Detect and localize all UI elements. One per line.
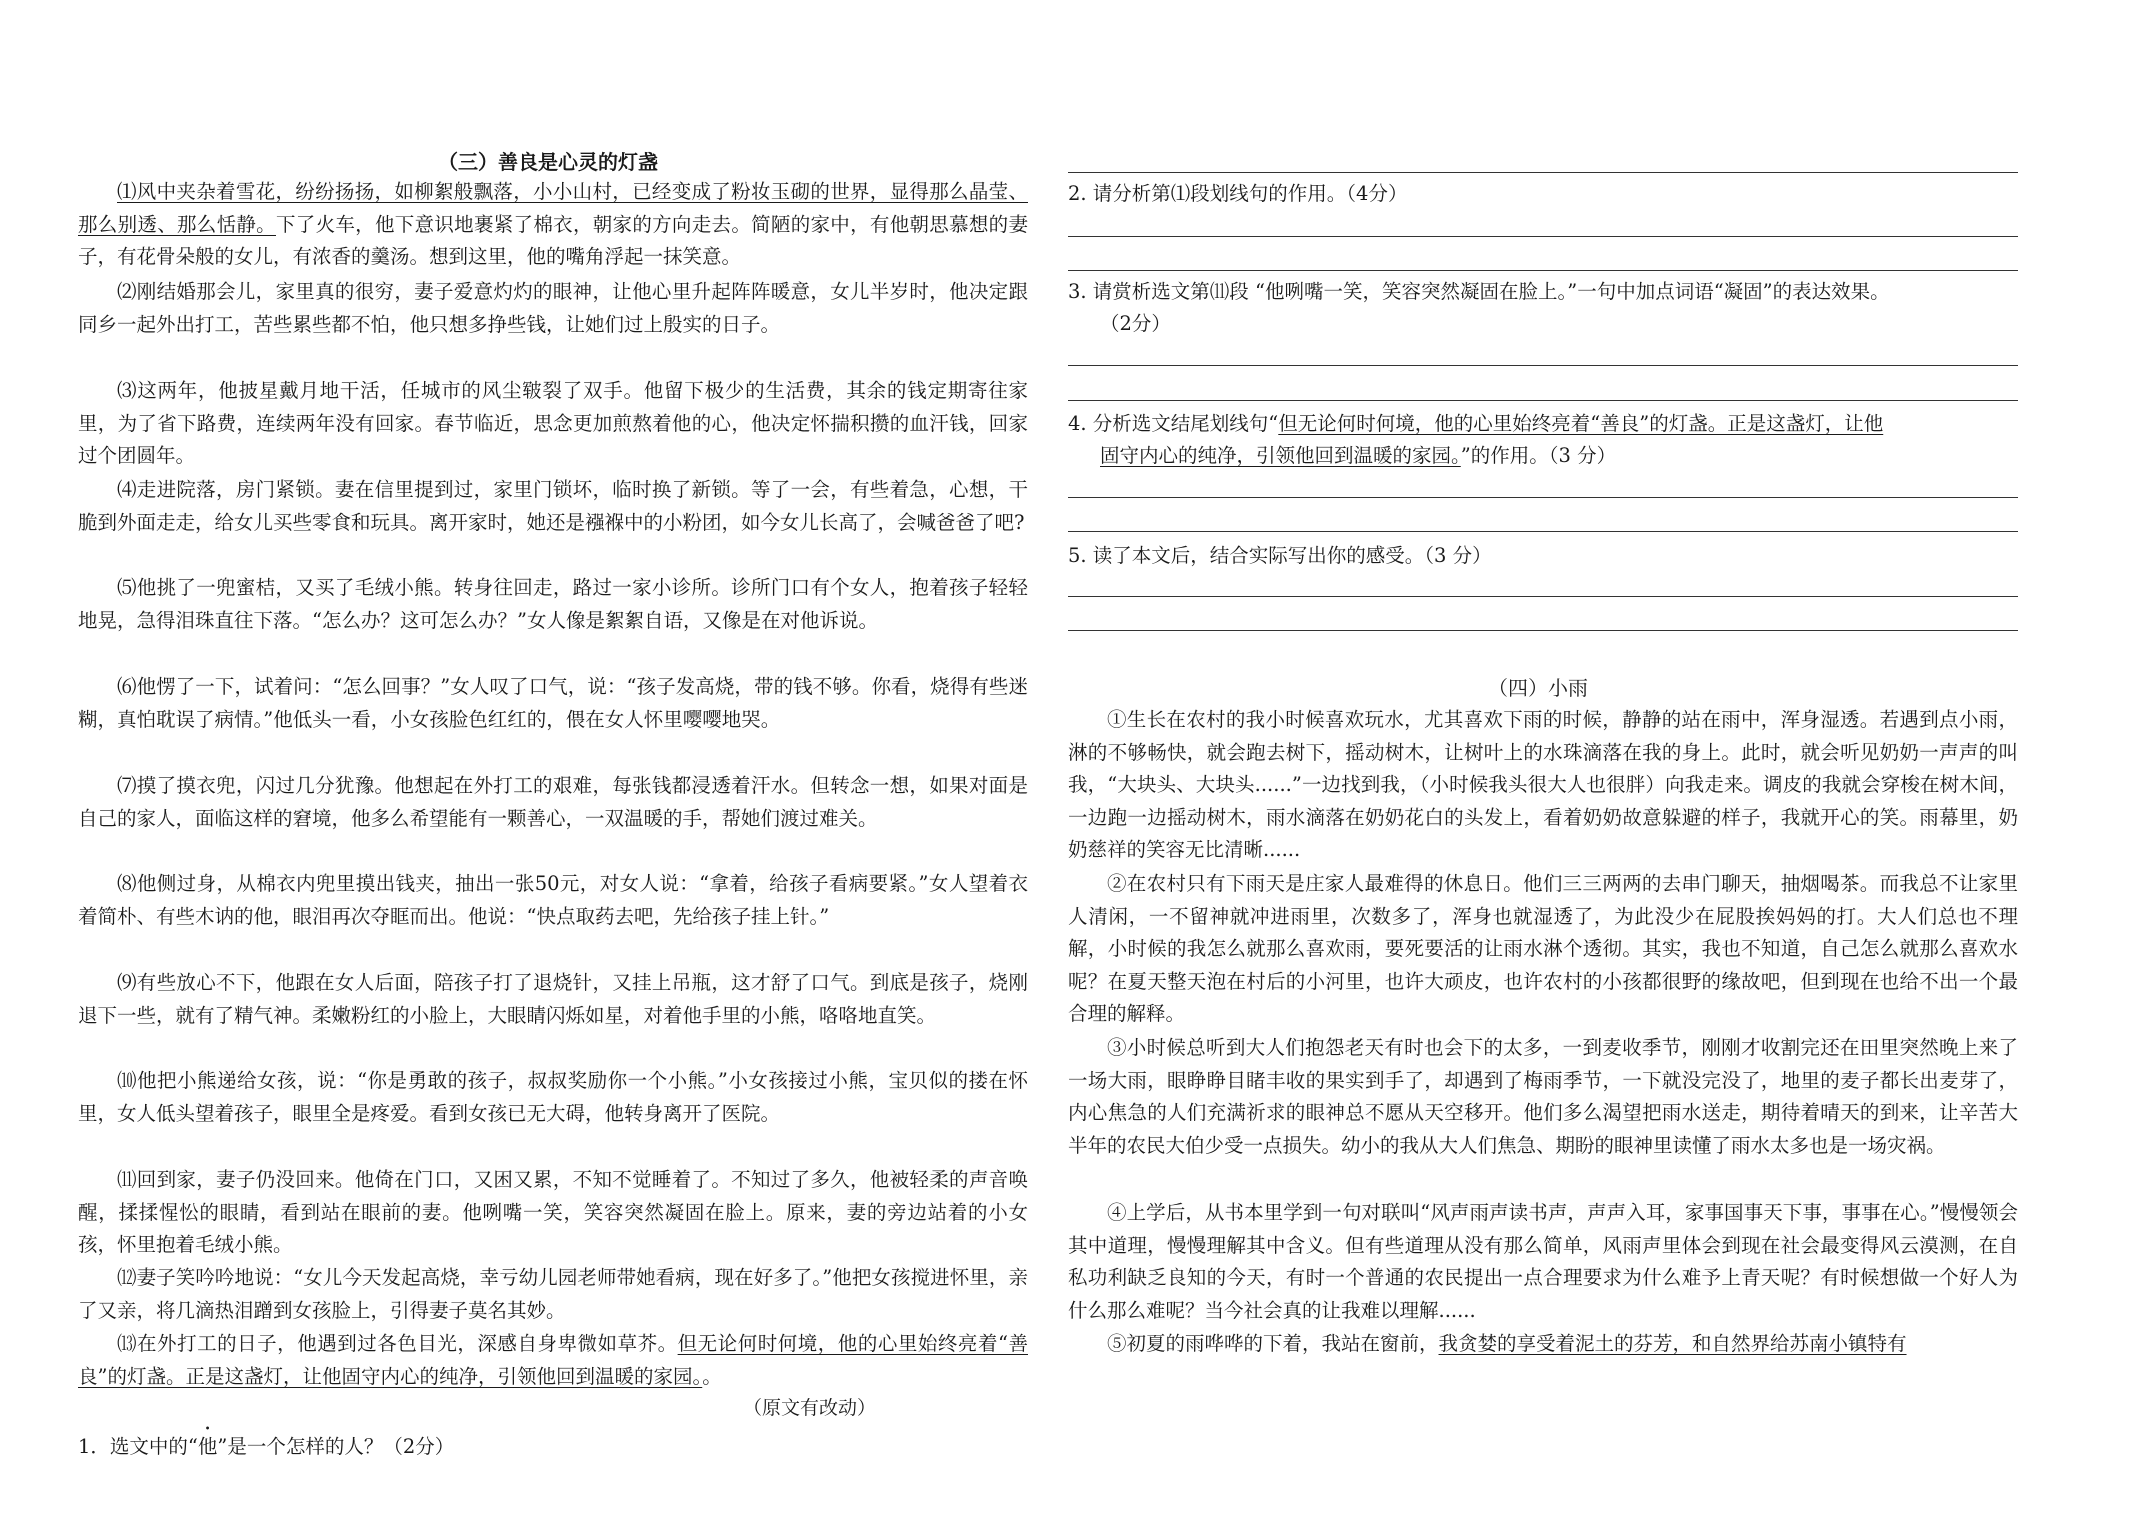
source-note: （原文有改动） — [743, 1397, 877, 1419]
answer-line — [1068, 236, 2018, 237]
paragraph-r3: ③小时候总听到大人们抱怨老天有时也会下的太多，一到麦收季节，刚刚才收割完还在田里突然晚上来了一场大雨，眼睁睁目睹丰收的果实到手了，却遇到了梅雨季节，一下就没完没了，地里的麦子都长出麦芽了，内心焦急的人们充满祈求的眼神总不愿从天空移开。他们多么渴望把雨水送走，期待着晴天的到来，让辛苦大半年的农民大伯少受一点损失。幼小的我从大人们焦急、期盼的眼神里读懂了雨水太多也是一场灾祸。 — [1068, 1036, 2018, 1157]
question-text: ”的作用。（3 分） — [1460, 444, 1617, 467]
paragraph-5: ⑸他挑了一兜蜜桔，又买了毛绒小熊。转身往回走，路过一家小诊所。诊所门口有个女人，抱着孩子轻轻地晃，急得泪珠直往下落。“怎么办？这可怎么办？”女人像是絮絮自语，又像是在对他诉说。 — [78, 576, 1028, 632]
answer-line — [1068, 365, 2018, 366]
underlined-sentence: 我贪婪的享受着泥土的芬芳，和自然界给苏南小镇特有 — [1438, 1332, 1907, 1355]
underlined-sentence: 但无论何时何境，他的心里始终亮着“善良”的灯盏。正是这盏灯，让他固守内心的纯净，引领他回到温暖的家园。 — [78, 1332, 1028, 1388]
quoted-sentence: 但无论何时何境，他的心里始终亮着“善良”的灯盏。正是这盏灯，让他 — [1278, 412, 1884, 435]
answer-line — [1068, 531, 2018, 532]
paragraph-12: ⑿妻子笑吟吟地说：“女儿今天发起高烧，幸亏幼儿园老师带她看病，现在好多了。”他把女孩搅进怀里，亲了又亲，将几滴热泪蹭到女孩脸上，引得妻子莫名其妙。 — [78, 1266, 1028, 1322]
dotted-word: 他 — [197, 1435, 218, 1458]
section-title-4: （四）小雨 — [1488, 676, 1588, 700]
question-3 — [1068, 276, 2018, 340]
paragraph-6: ⑹他愣了一下，试着问：“怎么回事？”女人叹了口气，说：“孩子发高烧，带的钱不够。你看，烧得有些迷糊，真怕耽误了病情。”他低头一看，小女孩脸色红红的，偎在女人怀里嘤嘤地哭。 — [78, 675, 1028, 731]
answer-line — [1068, 172, 2018, 173]
paragraph-8: ⑻他侧过身，从棉衣内兜里摸出钱夹，抽出一张50元，对女人说：“拿着，给孩子看病要紧。”女人望着衣着简朴、有些木讷的他，眼泪再次夺眶而出。他说：“快点取药去吧，先给孩子挂上针。” — [78, 872, 1028, 928]
answer-line — [1068, 630, 2018, 631]
answer-line — [1068, 497, 2018, 498]
question-points: （2分） — [1100, 312, 1171, 335]
question-1 — [78, 1424, 1028, 1463]
question-text: 3. 请赏析选文第⑾段 “他咧嘴一笑，笑容突然凝固在脸上。”一句中加点词语“凝固”的表达效果。 — [1068, 280, 1890, 303]
paragraph-3: ⑶这两年，他披星戴月地干活，任城市的风尘皲裂了双手。他留下极少的生活费，其余的钱定期寄往家里，为了省下路费，连续两年没有回家。春节临近，思念更加煎熬着他的心，他决定怀揣积攒的血汗钱，回家过个团圆年。 — [78, 379, 1028, 467]
question-4 — [1068, 408, 2018, 472]
paragraph-1 — [78, 176, 1028, 274]
paragraph-7: ⑺摸了摸衣兜，闪过几分犹豫。他想起在外打工的艰难，每张钱都浸透着汗水。但转念一想，如果对面是自己的家人，面临这样的窘境，他多么希望能有一颗善心，一双温暖的手，帮她们渡过难关。 — [78, 774, 1028, 830]
section-title-3: （三）善良是心灵的灯盏 — [438, 150, 658, 174]
quoted-sentence: 固守内心的纯净，引领他回到温暖的家园。 — [1100, 444, 1461, 467]
question-2: 2. 请分析第⑴段划线句的作用。（4分） — [1068, 182, 1408, 205]
underlined-sentence: ⑴风中夹杂着雪花，纷纷扬扬，如柳絮般飘落，小小山村，已经变成了粉妆玉砌的世界，显得那么晶莹、那么别透、那么恬静。 — [78, 180, 1028, 236]
question-text: 1．选文中的“ — [78, 1435, 198, 1458]
paragraph-10: ⑽他把小熊递给女孩，说：“你是勇敢的孩子，叔叔奖励你一个小熊。”小女孩接过小熊，宝贝似的搂在怀里，女人低头望着孩子，眼里全是疼爱。看到女孩已无大碍，他转身离开了医院。 — [78, 1069, 1028, 1125]
paragraph-11: ⑾回到家，妻子仍没回来。他倚在门口，又困又累，不知不觉睡着了。不知过了多久，他被轻柔的声音唤醒，揉揉惺忪的眼睛，看到站在眼前的妻。他咧嘴一笑，笑容突然凝固在脸上。原来，妻的旁边站着的小女孩，怀里抱着毛绒小熊。 — [78, 1168, 1028, 1256]
paragraph-9: ⑼有些放心不下，他跟在女人后面，陪孩子打了退烧针，又挂上吊瓶，这才舒了口气。到底是孩子，烧刚退下一些，就有了精气神。柔嫩粉红的小脸上，大眼睛闪烁如星，对着他手里的小熊，咯咯地直笑。 — [78, 971, 1028, 1027]
paragraph-r2: ②在农村只有下雨天是庄家人最难得的休息日。他们三三两两的去串门聊天，抽烟喝茶。而我总不让家里人清闲，一不留神就冲进雨里，次数多了，浑身也就湿透了，为此没少在屁股挨妈妈的打。大人们总也不理解，小时候的我怎么就那么喜欢雨，要死要活的让雨水淋个透彻。其实，我也不知道，自己怎么就那么喜欢水呢？在夏天整天泡在村后的小河里，也许大顽皮，也许农村的小孩都很野的缘故吧，但到现在也给不出一个最合理的解释。 — [1068, 872, 2018, 1025]
paragraph-2: ⑵刚结婚那会儿，家里真的很穷，妻子爱意灼灼的眼神，让他心里升起阵阵暖意，女儿半岁时，他决定跟同乡一起外出打工，苦些累些都不怕，他只想多挣些钱，让她们过上殷实的日子。 — [78, 280, 1028, 336]
paragraph-text: 下了火车，他下意识地裹紧了棉衣，朝家的方向走去。简陋的家中，有他朝思慕想的妻子，有花骨朵般的女儿，有浓香的羹汤。想到这里，他的嘴角浮起一抹笑意。 — [78, 212, 1028, 268]
answer-line — [1068, 596, 2018, 597]
answer-line — [1068, 400, 2018, 401]
paragraph-13 — [78, 1328, 1028, 1393]
paragraph-text: ⑤初夏的雨哗哗的下着，我站在窗前， — [1107, 1332, 1439, 1355]
paragraph-r5 — [1068, 1328, 2018, 1361]
paragraph-r1: ①生长在农村的我小时候喜欢玩水，尤其喜欢下雨的时候，静静的站在雨中，浑身湿透。若遇到点小雨，淋的不够畅快，就会跑去树下，摇动树木，让树叶上的水珠滴落在我的身上。此时，就会听见奶奶一声声的叫我，“大块头、大块头......”一边找到我，（小时候我头很大人也很胖）向我走来。调皮的我就会穿梭在树木间，一边跑一边摇动树木，雨水滴落在奶奶花白的头发上，看着奶奶故意躲避的样子，我就开心的笑。雨幕里，奶奶慈祥的笑容无比清晰...... — [1068, 708, 2018, 861]
paragraph-r4: ④上学后，从书本里学到一句对联叫“风声雨声读书声，声声入耳，家事国事天下事，事事在心。”慢慢领会其中道理，慢慢理解其中含义。但有些道理从没有那么简单，风雨声里体会到现在社会最变得风云漠测，在自私功利缺乏良知的今天，有时一个普通的农民提出一点合理要求为什么难予上青天呢？有时候想做一个好人为什么那么难呢？当今社会真的让我难以理解...... — [1068, 1201, 2018, 1322]
paragraph-tail: 。 — [702, 1364, 722, 1388]
answer-line — [1068, 270, 2018, 271]
question-text: ”是一个怎样的人？（2分） — [217, 1435, 455, 1458]
question-text: 4. 分析选文结尾划线句“ — [1068, 412, 1279, 435]
question-5: 5. 读了本文后，结合实际写出你的感受。（3 分） — [1068, 544, 1492, 567]
paragraph-4: ⑷走进院落，房门紧锁。妻在信里提到过，家里门锁坏，临时换了新锁。等了一会，有些着急，心想，干脆到外面走走，给女儿买些零食和玩具。离开家时，她还是襁褓中的小粉团，如今女儿长高了，会喊爸爸了吧? — [78, 478, 1028, 534]
paragraph-text: ⒀在外打工的日子，他遇到过各色目光，深感自身卑微如草芥。 — [117, 1332, 678, 1355]
